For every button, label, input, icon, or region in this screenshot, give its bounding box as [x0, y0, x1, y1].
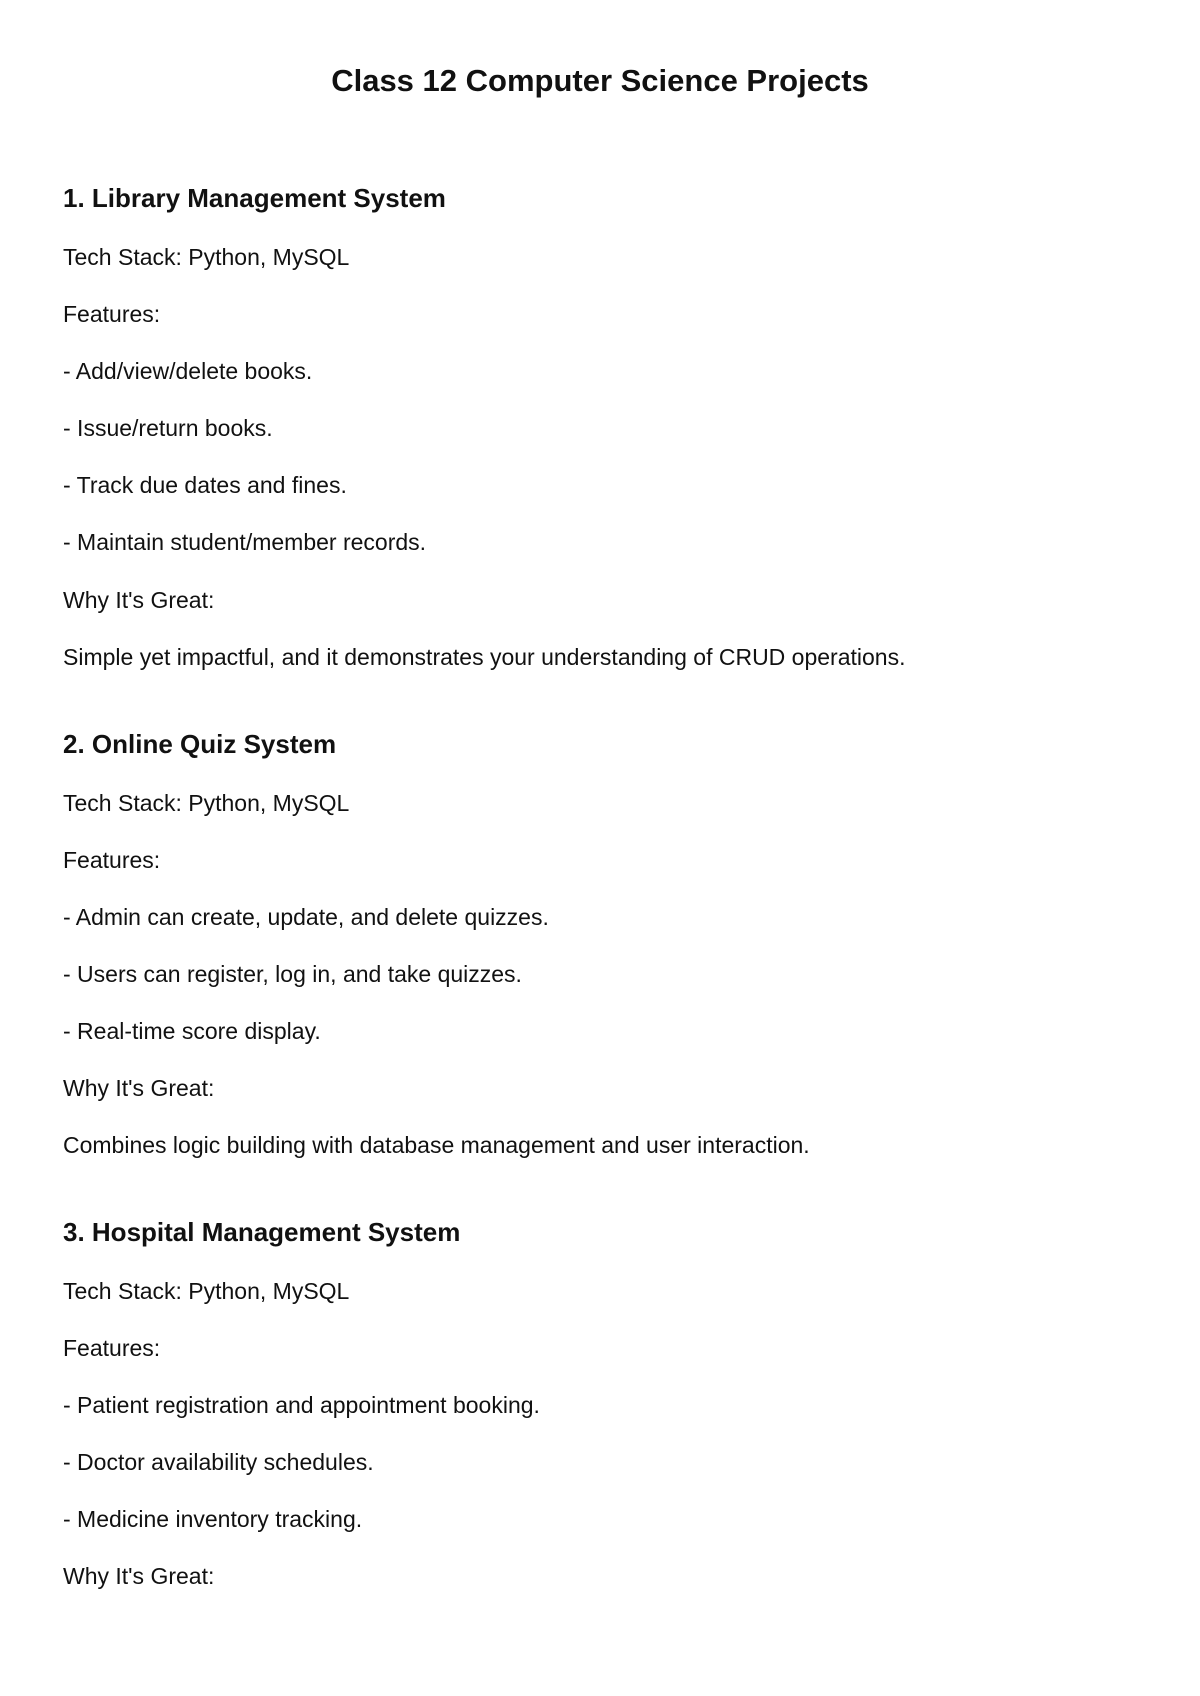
feature-item: - Maintain student/member records.	[63, 529, 427, 555]
feature-item: - Users can register, log in, and take quizzes.	[63, 961, 522, 987]
feature-item: - Admin can create, update, and delete quizzes.	[63, 904, 549, 930]
feature-item: - Doctor availability schedules.	[63, 1449, 374, 1475]
why-label: Why It's Great:	[63, 1075, 215, 1101]
features-label: Features:	[63, 1335, 161, 1361]
why-label: Why It's Great:	[63, 587, 215, 613]
section-heading-library: 1. Library Management System	[63, 183, 446, 213]
section-heading-hospital: 3. Hospital Management System	[63, 1217, 461, 1247]
tech-stack-text: Tech Stack: Python, MySQL	[63, 244, 350, 270]
why-text: Simple yet impactful, and it demonstrates your understanding of CRUD operations.	[63, 644, 906, 670]
document-title: Class 12 Computer Science Projects	[331, 63, 869, 98]
why-text: Combines logic building with database management and user interaction.	[63, 1132, 810, 1158]
features-label: Features:	[63, 847, 161, 873]
tech-stack-text: Tech Stack: Python, MySQL	[63, 790, 350, 816]
feature-item: - Track due dates and fines.	[63, 472, 347, 498]
features-label: Features:	[63, 301, 161, 327]
section-heading-quiz: 2. Online Quiz System	[63, 729, 337, 759]
feature-item: - Medicine inventory tracking.	[63, 1506, 363, 1532]
feature-item: - Patient registration and appointment booking.	[63, 1392, 540, 1418]
feature-item: - Add/view/delete books.	[63, 358, 313, 384]
feature-item: - Real-time score display.	[63, 1018, 321, 1044]
why-label: Why It's Great:	[63, 1563, 215, 1589]
tech-stack-text: Tech Stack: Python, MySQL	[63, 1278, 350, 1304]
feature-item: - Issue/return books.	[63, 415, 273, 441]
